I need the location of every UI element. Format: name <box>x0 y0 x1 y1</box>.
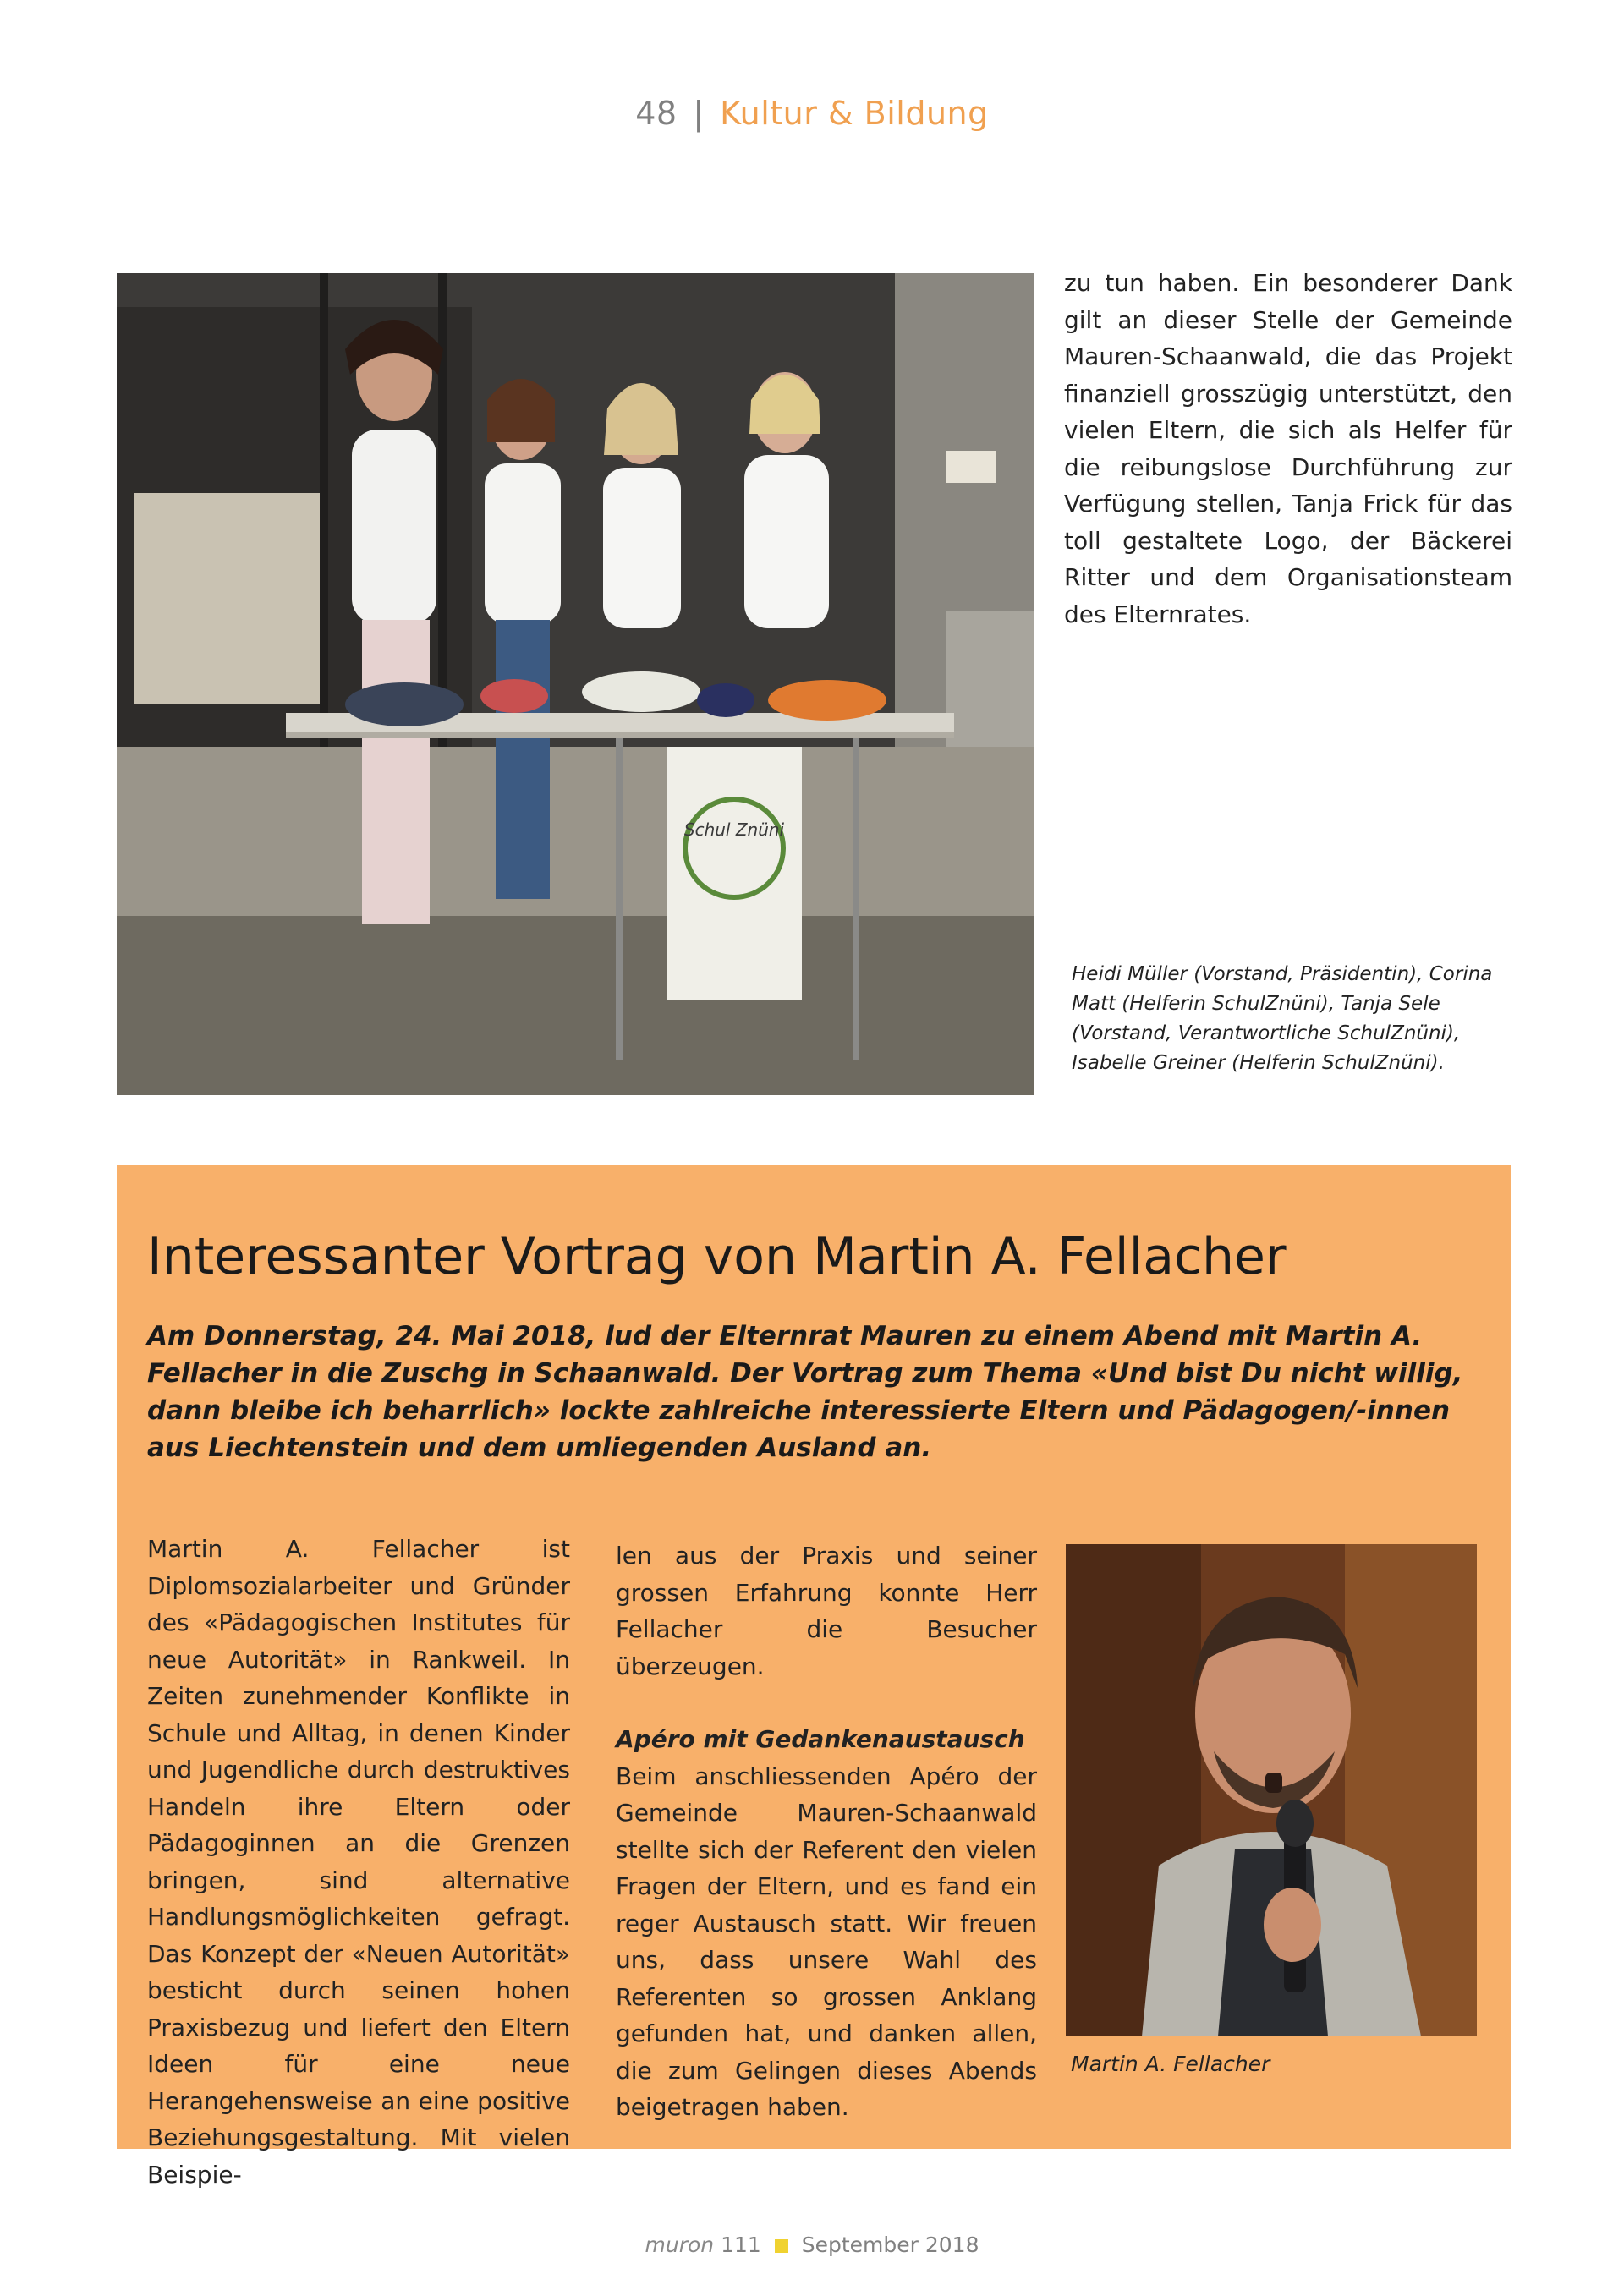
intro-paragraph: zu tun haben. Ein besonderer Dank gilt an dieser Stelle der Gemeinde Mauren-Schaanwald, die das Projekt finanziell grosszügig unterstützt, den vielen Eltern, die sich als Helfer für die reibungslose Durchführung zur Verfügung stellen, Tanja Frick für das toll gestaltete Logo, der Bäckerei Ritter und dem Organisationsteam des Elternrates. <box>1064 269 1512 628</box>
article-box <box>117 1165 1511 2189</box>
article-column-2-paragraph-1: len aus der Praxis und seiner grossen Erfahrung konnte Herr Fellacher die Besucher überzeugen. <box>616 1542 1037 1680</box>
helpers-photo-illustration <box>117 273 1034 1095</box>
page-footer <box>0 2233 1624 2257</box>
page-number: 48 <box>635 95 678 132</box>
article-column-2-paragraph-2: Beim anschliessenden Apéro der Gemeinde Mauren-Schaanwald stellte sich der Referent den vielen Fragen der Eltern, und es fand ein reger Austausch statt. Wir freuen uns, dass unsere Wahl des Referenten so grossen Anklang gefunden hat, und danken allen, die zum Gelingen dieses Abends beigetragen haben. <box>616 1762 1037 2121</box>
speaker-photo-caption: Martin A. Fellacher <box>1071 2052 1270 2076</box>
page-header <box>0 95 1624 132</box>
speaker-photo-illustration <box>1066 1544 1477 2036</box>
article-column-2 <box>616 1537 1037 2162</box>
article-subheading: Apéro mit Gedankenaustausch <box>616 1725 1025 1753</box>
article-column-1: Martin A. Fellacher ist Diplomsozialarbeiter und Gründer des «Pädagogischen Institutes für neue Autorität» in Rankweil. In Zeiten zunehmender Konflikte in Schule und Alltag, in denen Kinder und Jugendliche durch destruktives Handeln ihre Eltern oder Pädagoginnen an die Grenzen bringen, sind alternative Handlungsmöglichkeiten gefragt. Das Konzept der «Neuen Autorität» besticht durch seinen hohen Praxisbezug und liefert den Eltern Ideen für eine neue Herangehensweise an eine positive Beziehungsgestaltung. Mit vielen Beispie- <box>147 1535 570 2189</box>
issue-date: September 2018 <box>801 2233 979 2257</box>
footer-square-icon <box>775 2239 788 2253</box>
article-lead: Am Donnerstag, 24. Mai 2018, lud der Elternrat Mauren zu einem Abend mit Martin A. Fellacher in die Zuschg in Schaanwald. Der Vortrag zum Thema «Und bist Du nicht willig, dann bleibe ich beharrlich» lockte zahlreiche interessierte Eltern und Pädagogen/-innen aus Liechtenstein und dem umliegenden Ausland an. <box>147 1321 1463 1463</box>
helpers-photo <box>117 273 1034 1095</box>
speaker-photo <box>1066 1544 1477 2036</box>
helpers-photo-caption: Heidi Müller (Vorstand, Präsidentin), Corina Matt (Helferin SchulZnüni), Tanja Sele (Vorstand, Verantwortliche SchulZnüni), Isabelle Greiner (Helferin SchulZnüni). <box>1072 963 1493 1074</box>
header-separator: | <box>693 95 705 132</box>
section-title: Kultur & Bildung <box>720 95 989 132</box>
schulznueni-banner-text: Schul Znüni <box>683 819 785 840</box>
issue-number: 111 <box>721 2233 761 2257</box>
magazine-brand: muron <box>645 2233 715 2257</box>
article-title: Interessanter Vortrag von Martin A. Fellacher <box>147 1227 1287 1286</box>
